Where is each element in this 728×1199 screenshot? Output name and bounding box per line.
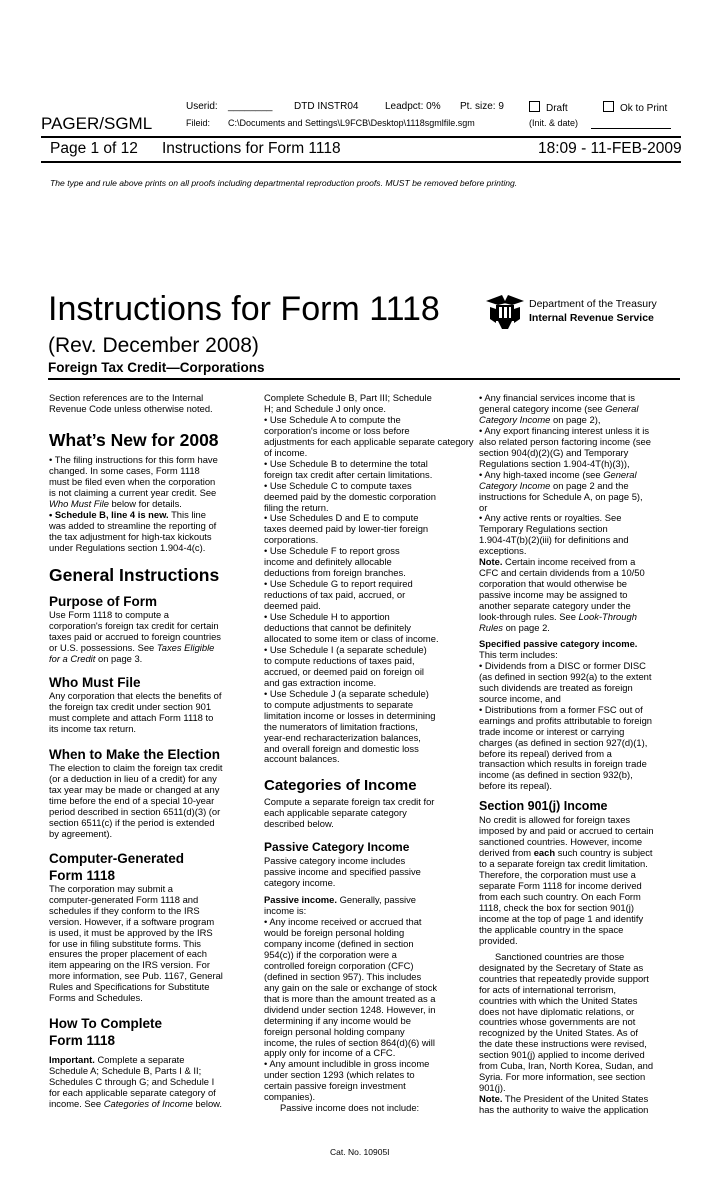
heading-who-must-file: Who Must File [49, 675, 141, 691]
subtitle: Foreign Tax Credit—Corporations [48, 360, 265, 375]
checkbox-icon [529, 101, 540, 112]
page-of: Page 1 of 12 [50, 140, 138, 157]
ptsize-label: Pt. size: 9 [460, 101, 504, 112]
text-line: tax year may be made or changed at any [49, 783, 220, 795]
bullet-line: • Use Schedule G to report required [264, 578, 413, 590]
text-span: Certain income received from a [502, 556, 636, 568]
text-line: determining if any income would be [264, 1014, 411, 1026]
text-line: deductions from foreign branches. [264, 567, 406, 579]
column-1 [49, 393, 223, 1110]
text-line: deemed paid. [264, 600, 321, 612]
bullet-line: • Use Schedule A to compute the [264, 413, 401, 425]
text-line: the date these instructions were revised, [479, 1038, 647, 1050]
text-line: Revenue Code unless otherwise noted. [49, 402, 213, 414]
text-line: deductions that cannot be definitely [264, 622, 411, 634]
text-line: is used, it must be approved by the IRS [49, 926, 213, 938]
text-line: (defined in section 957). This includes [264, 970, 422, 982]
text-line: section 901(j) applied to income derived [479, 1049, 645, 1061]
bullet-line: • Any export financing interest unless it is [479, 424, 650, 436]
text-line: from each such country. On each Form [479, 890, 641, 902]
heading-passive-category-income: Passive Category Income [264, 840, 410, 855]
text-line: The election to claim the foreign tax credit [49, 762, 223, 774]
bold-line: Specified passive category income. [479, 637, 638, 649]
text-line: income (as defined in section 932(b), [479, 769, 633, 781]
xref-categories-of-income[interactable]: Categories of Income [103, 1098, 193, 1110]
text-line: also related person factoring income (see [479, 435, 651, 447]
catalog-number: Cat. No. 10905I [330, 1147, 390, 1157]
text-span: such country is subject [555, 847, 653, 859]
text-line: section 904(d)(2)(G) and Temporary [479, 446, 629, 458]
text-line: must complete and attach Form 1118 to [49, 712, 214, 724]
text-line: Section references are to the Internal [49, 392, 204, 403]
xref-who-must-file[interactable]: Who Must File [49, 497, 109, 509]
bold-span: Passive income. [264, 894, 337, 906]
bullet-line: • Use Schedule I (a separate schedule) [264, 643, 427, 655]
text-line: countries with which the United States [479, 994, 638, 1006]
text-line: that is more than the amount treated as a [264, 992, 436, 1004]
text-line: taxes paid or accrued to foreign countries [49, 631, 221, 643]
text-span: Generally, passive [336, 894, 416, 906]
text-line: Regulations section 1.904-4T(h)(3)), [479, 457, 630, 469]
heading-general-instructions: General Instructions [49, 565, 220, 586]
agency-treasury: Department of the Treasury [529, 298, 657, 310]
text-line: is not claiming a current year credit. See [49, 486, 217, 498]
text-line: company income (defined in section [264, 937, 414, 949]
text-line: filing the return. [264, 501, 329, 513]
text-line: from Cuba, Iran, North Korea, Sudan, and [479, 1060, 654, 1072]
form-title-bar: Instructions for Form 1118 [162, 140, 341, 157]
text-span: derived from [479, 847, 534, 859]
bold-span: • Schedule B, line 4 is new. [49, 508, 169, 520]
page-title: Instructions for Form 1118 [48, 290, 440, 328]
userid-value: ________ [228, 101, 273, 112]
title-rule [48, 378, 680, 380]
text-line: adjustments for each applicable separate category [264, 435, 474, 447]
text-line: for each applicable separate category of [49, 1087, 216, 1099]
xref-category-income[interactable]: Category Income [479, 413, 551, 425]
bullet-line: • Use Schedule F to report gross [264, 545, 400, 557]
heading-whats-new: What’s New for 2008 [49, 429, 219, 450]
text-line: corporation's foreign tax credit for certain [49, 620, 219, 632]
heading-how-to-complete: How To Complete [49, 1016, 162, 1032]
init-date-label: (Init. & date) [529, 118, 579, 128]
text-line: Sanctioned countries are those [495, 950, 625, 962]
text-line: another separate category under the [479, 600, 631, 612]
text-line: (or a deduction in lieu of a credit) for any [49, 773, 217, 785]
bullet-line: • Distributions from a former FSC out of [479, 703, 643, 715]
text-line [479, 481, 654, 492]
text-line: of income. [264, 446, 308, 458]
text-line: 1.904-4T(b)(2)(iii) for definitions and [479, 534, 629, 546]
heading-computer-generated-form: Form 1118 [49, 867, 116, 883]
header-rule-top [41, 136, 681, 138]
text-line: controlled foreign corporation (CFC) [264, 959, 414, 971]
text-line: source income, and [479, 692, 561, 704]
text-line: to compute adjustments to separate [264, 698, 414, 710]
text-line: such dividends are treated as foreign [479, 681, 633, 693]
checkbox-icon [603, 101, 614, 112]
text-line: • Any amount includible in gross income [264, 1058, 430, 1070]
text-line: exceptions. [479, 545, 527, 557]
agency-irs: Internal Revenue Service [529, 312, 654, 324]
column-2 [264, 393, 474, 1114]
text-line: H; and Schedule J only once. [264, 402, 386, 414]
xref-look-through[interactable]: Look-Through [578, 611, 637, 623]
xref-general[interactable]: General [605, 402, 639, 414]
text-line: Complete Schedule B, Part III; Schedule [264, 392, 432, 403]
text-span: or U.S. possessions. See [49, 642, 157, 654]
text-line: more information, see Pub. 1167, General [49, 970, 223, 982]
text-line: corporation's income or loss before [264, 424, 410, 436]
ok-to-print-checkbox[interactable] [603, 101, 667, 114]
text-line: income is: [264, 905, 307, 917]
bold-span: Note. [479, 556, 503, 568]
text-line: the numerators of limitation fractions, [264, 720, 418, 732]
bold-span: Note. [479, 1093, 503, 1105]
heading-categories-of-income: Categories of Income [264, 777, 417, 795]
bold-span: each [533, 847, 556, 859]
text-line: designated by the Secretary of State as [479, 961, 644, 973]
draft-label: Draft [546, 103, 568, 114]
text-line: Therefore, the corporation must use a [479, 869, 636, 881]
heading-how-to-complete-form: Form 1118 [49, 1033, 116, 1049]
text-line [49, 510, 223, 521]
bullet-line: • Use Schedule C to compute taxes [264, 479, 412, 491]
text-line: for acts of international terrorism, [479, 983, 617, 995]
text-line: to a separate foreign tax credit limitation. [479, 858, 648, 870]
text-span: look-through rules. See [479, 611, 579, 623]
text-line: recognized by the United States. As of [479, 1027, 638, 1039]
text-line: 954(c)) if the corporation were a [264, 948, 397, 960]
text-line: section 6511(c) if the period is extended [49, 816, 215, 828]
text-line: corporations. [264, 534, 319, 546]
text-line: Schedule A; Schedule B, Parts I & II; [49, 1065, 202, 1077]
fileid-label: Fileid: [186, 118, 211, 128]
text-line: ensures the proper placement of each [49, 948, 207, 960]
text-line: deemed paid by the domestic corporation [264, 490, 436, 502]
text-line: period described in section 6511(d)(3) (or [49, 805, 221, 817]
text-line: countries that repeatedly provide support [479, 972, 649, 984]
text-line: has the authority to waive the application [479, 1104, 649, 1116]
text-line: year-end recharacterization balances, [264, 731, 421, 743]
text-line: passive income may be assigned to [479, 589, 628, 601]
text-line: countries whose governments are not [479, 1016, 636, 1028]
text-line: allocated to some item or class of income. [264, 632, 439, 644]
text-line: must be filed even when the corporation [49, 475, 216, 487]
text-span: general category income (see [479, 402, 606, 414]
text-line: companies). [264, 1091, 316, 1103]
text-line: • The filing instructions for this form have [49, 453, 218, 465]
text-line: each applicable separate category [264, 807, 407, 819]
text-line: income and definitely allocable [264, 556, 392, 568]
text-line: earnings and profits attributable to foreign [479, 714, 653, 726]
text-line: 901(j). [479, 1082, 506, 1094]
text-line: taxes deemed paid by lower-tier foreign [264, 523, 429, 535]
text-span: income. See [49, 1098, 104, 1110]
xref-rules[interactable]: Rules [479, 622, 503, 634]
text-line: by agreement). [49, 827, 113, 839]
text-line: Passive income does not include: [280, 1102, 420, 1114]
heading-section-901j: Section 901(j) Income [479, 799, 608, 814]
text-line: Use Form 1118 to compute a [49, 609, 170, 621]
text-line: Any corporation that elects the benefits of [49, 690, 222, 702]
text-line: would be foreign personal holding [264, 926, 405, 938]
bullet-line: • Any financial services income that is [479, 392, 635, 403]
proof-notice: The type and rule above prints on all proofs including departmental reproduction proofs. MUST be removed before printing. [50, 178, 518, 188]
text-line: trade income or interest or carrying [479, 725, 625, 737]
text-line: The corporation may submit a [49, 882, 174, 894]
text-span: on page 2), [550, 413, 601, 425]
text-line: described below. [264, 818, 334, 830]
text-line: the foreign tax credit under section 901 [49, 701, 212, 713]
text-line: accrued, or deemed paid on foreign oil [264, 665, 424, 677]
text-line: and overall foreign and domestic loss [264, 742, 419, 754]
heading-when-to-make-election: When to Make the Election [49, 747, 221, 763]
text-line: limitation income or losses in determining [264, 709, 436, 721]
text-line: for use in filing substitute forms. This [49, 937, 201, 949]
text-line: CFC and certain dividends from a 10/50 [479, 567, 645, 579]
header-rule-bottom [41, 161, 681, 163]
xref-category-income[interactable]: Category Income [479, 479, 551, 491]
text-line: Forms and Schedules. [49, 992, 143, 1004]
bullet-line: • Use Schedules D and E to compute [264, 512, 419, 524]
text-span: This line [168, 508, 206, 520]
text-span: • Any high-taxed income (see [479, 468, 604, 480]
text-line [479, 623, 654, 634]
text-span: on page 3. [95, 653, 143, 665]
text-span: Complete a separate [94, 1054, 185, 1066]
text-line: apply only for income of a CFC. [264, 1047, 396, 1059]
text-line: item appearing on the IRS version. For [49, 959, 211, 971]
xref-general[interactable]: General [603, 468, 637, 480]
text-line: charges (as defined in section 927(d)(1), [479, 736, 648, 748]
ok-to-print-label: Ok to Print [620, 103, 668, 114]
text-line [49, 654, 223, 665]
irs-eagle-logo [484, 293, 526, 331]
text-line: Schedules C through G; and Schedule I [49, 1076, 215, 1088]
text-line: Rules and Specifications for Substitute [49, 981, 210, 993]
timestamp: 18:09 - 11-FEB-2009 [538, 140, 682, 157]
text-line: before its repeal) derived from a [479, 747, 612, 759]
schema-label: DTD INSTR04 [294, 101, 359, 112]
text-line: imposed by and paid or accrued to certain [479, 825, 654, 837]
bullet-line: • Use Schedule J (a separate schedule) [264, 687, 429, 699]
userid-label: Userid: [186, 101, 218, 112]
bullet-line: • Use Schedule B to determine the total [264, 457, 428, 469]
text-line: Passive category income includes [264, 855, 406, 867]
text-line: account balances. [264, 753, 340, 765]
text-line: the tax adjustment for high-tax kickouts [49, 530, 212, 542]
text-line: any gain on the sale or exchange of stock [264, 981, 438, 993]
bullet-line: • Dividends from a DISC or former DISC [479, 659, 646, 671]
text-line: reductions of tax paid, accrued, or [264, 589, 406, 601]
text-line: corporation that would otherwise be [479, 578, 628, 590]
xref-taxes-eligible[interactable]: Taxes Eligible [156, 642, 215, 654]
text-line: passive income and specified passive [264, 866, 421, 878]
text-line: This term includes: [479, 648, 558, 660]
text-line: (as defined in section 992(a) to the extent [479, 670, 652, 682]
text-line: provided. [479, 934, 518, 946]
bullet-line: • Any active rents or royalties. See [479, 512, 622, 524]
text-line: before its repeal). [479, 780, 552, 792]
text-span: below. [192, 1098, 223, 1110]
text-line: the applicable country in the space [479, 923, 624, 935]
text-line: transaction which results in foreign trade [479, 758, 647, 770]
text-span: below for details. [108, 497, 182, 509]
text-line: its income tax return. [49, 723, 137, 735]
text-span: on page 2. [502, 622, 550, 634]
text-line: foreign tax credit after certain limitations. [264, 468, 433, 480]
text-line: category income. [264, 877, 336, 889]
text-line: changed. In some cases, Form 1118 [49, 464, 200, 476]
xref-for-a-credit[interactable]: for a Credit [49, 653, 96, 665]
revision: (Rev. December 2008) [48, 334, 259, 357]
text-span: on page 2 and the [550, 479, 629, 491]
text-line: time before the end of a special 10-year [49, 794, 215, 806]
text-line: schedules if they conform to the IRS [49, 904, 200, 916]
text-line: separate Form 1118 for income derived [479, 880, 642, 892]
text-line: version. However, if a software program [49, 915, 215, 927]
text-line: certain passive foreign investment [264, 1080, 406, 1092]
text-line: dividend under section 1248. However, in [264, 1003, 436, 1015]
text-line: under Regulations section 1.904-4(c). [49, 541, 206, 553]
text-line: computer-generated Form 1118 and [49, 893, 199, 905]
text-line: • Any income received or accrued that [264, 916, 422, 928]
text-line: under section 1293 (which relates to [264, 1069, 415, 1081]
text-line: to compute reductions of taxes paid, [264, 654, 415, 666]
text-line: Compute a separate foreign tax credit for [264, 796, 435, 808]
text-line: No credit is allowed for foreign taxes [479, 814, 631, 826]
heading-purpose-of-form: Purpose of Form [49, 594, 158, 610]
text-line: does not have diplomatic relations, or [479, 1005, 635, 1017]
text-line: or [479, 501, 488, 513]
text-span: The President of the United States [502, 1093, 649, 1105]
bold-span: Important. [49, 1054, 95, 1066]
text-line [49, 1099, 223, 1110]
text-line: income, the rules of section 864(d)(6) will [264, 1036, 435, 1048]
text-line: Temporary Regulations section [479, 523, 608, 535]
text-line: 1118, check the box for section 901(j) [479, 901, 634, 913]
text-line: sanctioned countries. However, income [479, 836, 643, 848]
text-line: Syria. For more information, see section [479, 1071, 646, 1083]
text-line: instructions for Schedule A, on page 5), [479, 490, 643, 502]
text-line: foreign personal holding company [264, 1025, 405, 1037]
text-line: income at the top of page 1 and identify [479, 912, 644, 924]
bullet-line: • Use Schedule H to apportion [264, 611, 390, 623]
text-line: and gas extraction income. [264, 676, 377, 688]
column-3 [479, 393, 654, 1116]
pager-label: PAGER/SGML [41, 114, 153, 133]
fileid-value: C:\Documents and Settings\L9FCB\Desktop\1118sgmlfile.sgm [228, 118, 475, 128]
text-line: was added to streamline the reporting of [49, 519, 217, 531]
heading-computer-generated: Computer-Generated [49, 850, 185, 866]
leadpct-label: Leadpct: 0% [385, 101, 441, 112]
init-date-line [591, 128, 671, 129]
draft-checkbox[interactable] [529, 101, 568, 114]
